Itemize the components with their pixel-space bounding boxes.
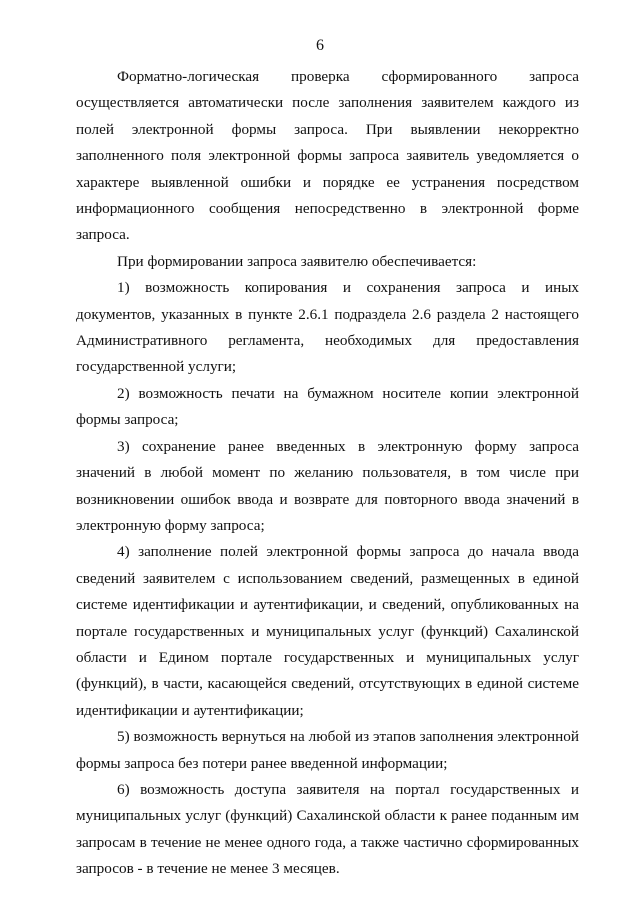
paragraph-intro-list: При формировании запроса заявителю обеспечивается: <box>117 252 477 270</box>
page-number: 6 <box>316 37 324 54</box>
list-item-4: 4) заполнение полей электронной формы запроса до начала ввода сведений заявителем с использованием сведений, размещенных в единой системе идентификации и аутентификации, и сведений, опубликованных на портале государственных и муниципальных услуг (функций) Сахалинской области и Едином портале государственных и муниципальных услуг (функций), в части, касающейся сведений, отсутствующих в единой системе идентификации и аутентификации; <box>76 543 579 719</box>
list-item-6: 6) возможность доступа заявителя на портал государственных и муниципальных услуг (функций) Сахалинской области к ранее поданным им запросам в течение не менее одного года, а также частично сформированных запросов - в течение не менее 3 месяцев. <box>76 780 579 878</box>
list-item-5: 5) возможность вернуться на любой из этапов заполнения электронной формы запроса без потери ранее введенной информации; <box>76 728 579 772</box>
list-item-1: 1) возможность копирования и сохранения запроса и иных документов, указанных в пункте 2.6.1 подраздела 2.6 раздела 2 настоящего Административного регламента, необходимых для предоставления государственной услуги; <box>76 279 579 376</box>
list-item-3: 3) сохранение ранее введенных в электронную форму запроса значений в любой момент по желанию пользователя, в том числе при возникновении ошибок ввода и возврате для повторного ввода значений в электронную форму запроса; <box>76 437 579 534</box>
paragraph-format-check: Форматно-логическая проверка сформированного запроса осуществляется автоматически после заполнения заявителем каждого из полей электронной формы запроса. При выявлении некорректно заполненного поля электронной формы запроса заявитель уведомляется о характере выявленной ошибки и порядке ее устранения посредством информационного сообщения непосредственно в электронной форме запроса. <box>76 68 579 244</box>
list-item-2: 2) возможность печати на бумажном носителе копии электронной формы запроса; <box>76 384 579 429</box>
document-body <box>76 64 579 883</box>
